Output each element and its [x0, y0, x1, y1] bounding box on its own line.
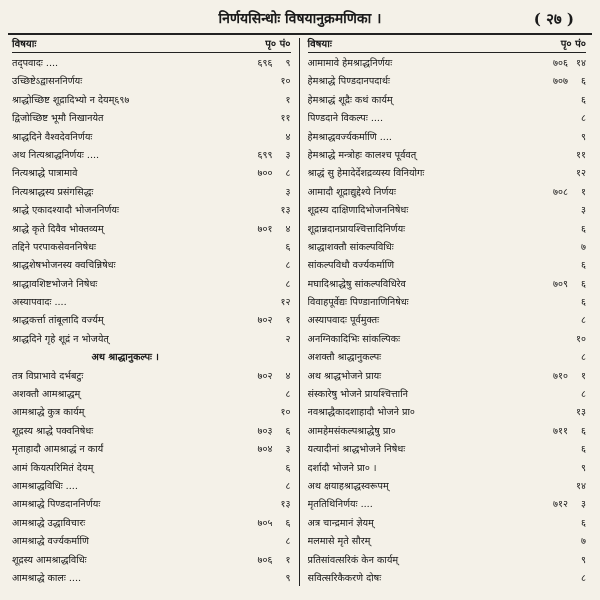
entry-line: ९: [581, 131, 586, 143]
entry-line: १२: [576, 168, 586, 180]
entry-topic: नित्यश्राद्धे पात्रामावे: [12, 168, 78, 180]
index-entry: [12, 92, 291, 110]
index-entry: [308, 110, 587, 128]
entry-topic: मघादिश्राद्धेषु सांकल्पविधिरेव: [307, 278, 406, 290]
entry-line: ६: [285, 517, 291, 529]
entry-line: १४: [576, 58, 586, 69]
entry-topic: श्राद्धकर्त्ता तांबूलादि वर्ज्यम्: [12, 315, 104, 327]
entry-line: १०: [280, 407, 291, 419]
entry-topic: श्राद्धोच्छिष्ट शूद्रादिभ्यो न देयम्६९७: [12, 94, 130, 106]
index-entry: [12, 184, 291, 202]
entry-topic: श्राद्धदिने गृहे शूद्रं न भोजयेत्: [12, 333, 109, 345]
entry-line: ९: [285, 572, 291, 584]
entry-topic: हेमश्राद्धे पिण्डदानपदार्थः: [307, 76, 390, 88]
index-entry: [12, 165, 291, 183]
page-line-heading: पृ० पं०: [560, 39, 586, 50]
entry-topic: हेमश्राद्धे मन्त्रोहः कालश्च पूर्ववत्: [307, 149, 417, 161]
entry-topic: तत्र विप्राभावे दर्भबटुः: [12, 370, 84, 382]
entry-topic: श्राद्धदिने वैश्वदेवनिर्णयः: [12, 131, 93, 143]
entry-line: ८: [285, 278, 291, 290]
entry-topic: हेमश्राद्धं शूद्रैः कथं कार्यम्: [307, 94, 393, 106]
entry-line: १४: [576, 480, 586, 492]
index-entry: [12, 423, 291, 441]
entry-line: १: [581, 186, 586, 198]
index-entry: [308, 55, 587, 73]
index-entry: [308, 570, 587, 588]
page-title: निर्णयसिन्धोः विषयानुक्रमणिका ।: [218, 11, 382, 27]
entry-topic: अशक्तौ श्राद्धानुकल्पः: [307, 352, 382, 364]
entry-line: ८: [581, 352, 586, 364]
entry-line: ८: [581, 113, 586, 125]
index-entry: [308, 129, 587, 147]
right-entries: [308, 55, 587, 588]
entry-topic: यत्यादीनां श्राद्धभोजने निषेधः: [307, 444, 406, 456]
entry-topic: हेमश्राद्धवर्ज्यकर्माणि ....: [307, 131, 392, 143]
entry-line: ८: [285, 260, 291, 272]
entry-line: ७: [581, 241, 586, 253]
index-entry: [12, 110, 291, 128]
right-column: [300, 38, 593, 586]
entry-page: ७०२: [257, 370, 273, 382]
index-entry: [308, 478, 587, 496]
entry-topic: आमामावे हेमश्राद्धनिर्णयः: [307, 58, 393, 69]
entry-line: १०: [280, 76, 291, 88]
entry-topic: अनग्निकादिभिः सांकल्पिकः: [307, 333, 401, 345]
entry-line: १३: [280, 205, 291, 217]
entry-line: ९: [581, 462, 586, 474]
entry-topic: प्रतिसांवत्सरिकं केन कार्यम्: [307, 554, 399, 566]
index-entry: [308, 404, 587, 422]
index-entry: [308, 441, 587, 459]
topic-heading: विषयाः: [12, 39, 37, 50]
index-entry: [308, 368, 587, 386]
index-entry: [12, 129, 291, 147]
index-entry: [12, 331, 291, 349]
entry-topic: अत्र चान्द्रमानं ज्ञेयम्: [307, 517, 374, 529]
entry-line: ३: [285, 149, 291, 161]
entry-line: ८: [285, 536, 291, 548]
page-header: [8, 6, 592, 32]
entry-topic: आमश्राद्धे उद्धाविचारः: [12, 517, 86, 529]
entry-line: १: [581, 370, 586, 382]
section-heading: [12, 349, 291, 367]
entry-line: ६: [285, 425, 291, 437]
entry-topic: श्राद्धावशिष्टभोजने निषेधः: [12, 278, 98, 290]
entry-topic: श्राद्धं सु हेमादेर्देशद्रव्यस्य विनियोगः: [307, 168, 425, 180]
entry-line: ३: [581, 499, 586, 511]
entry-topic: नित्यश्राद्धस्य प्रसंगसिद्धः: [12, 186, 94, 198]
entry-line: १: [285, 554, 291, 566]
entry-line: ६: [285, 241, 291, 253]
topic-heading: विषयाः: [307, 39, 332, 50]
index-entry: [308, 423, 587, 441]
entry-page: ७०६: [257, 554, 273, 566]
entry-topic: आमश्राद्धे कालः ....: [12, 572, 82, 584]
entry-line: ४: [285, 223, 291, 235]
entry-line: ६: [581, 76, 586, 88]
index-entry: [12, 55, 291, 73]
entry-line: १३: [576, 407, 586, 419]
entry-page: ६९९: [257, 149, 273, 161]
entry-line: १२: [280, 297, 291, 309]
entry-line: ६: [581, 94, 586, 106]
entry-topic: नवश्राद्धैकादशाहादौ भोजने प्रा०: [307, 407, 415, 419]
entry-page: ७०७: [553, 76, 568, 88]
entry-topic: अस्यापवादः पूर्वमुक्तः: [307, 315, 380, 327]
index-entry: [308, 331, 587, 349]
index-entry: [12, 496, 291, 514]
entry-line: ११: [280, 113, 291, 125]
entry-line: ६: [581, 223, 586, 235]
index-entry: [12, 441, 291, 459]
right-column-header: [308, 38, 587, 53]
index-entry: [308, 533, 587, 551]
entry-page: ६९६: [257, 58, 273, 69]
left-column: [8, 38, 300, 586]
index-entry: [12, 478, 291, 496]
entry-topic: आमहेमसंकल्पश्राद्धेषु प्रा०: [307, 425, 396, 437]
entry-line: १३: [280, 499, 291, 511]
index-entry: [308, 147, 587, 165]
index-entry: [12, 552, 291, 570]
index-entry: [308, 552, 587, 570]
index-entry: [12, 570, 291, 588]
entry-topic: शूद्रस्य श्राद्धे पक्वनिषेधः: [12, 425, 94, 437]
entry-line: ८: [285, 168, 291, 180]
index-entry: [308, 349, 587, 367]
entry-page: ७११: [553, 425, 568, 437]
index-entry: [12, 147, 291, 165]
entry-topic: तद्दिने परपाकसेवननिषेधः: [12, 241, 96, 253]
index-entry: [308, 165, 587, 183]
index-entry: [12, 386, 291, 404]
entry-line: ४: [285, 131, 291, 143]
entry-page: ७०४: [257, 444, 273, 456]
entry-topic: आमश्राद्धे वर्ज्यकर्माणि: [12, 536, 89, 548]
index-entry: [308, 460, 587, 478]
entry-line: ८: [581, 389, 586, 401]
entry-line: १: [285, 315, 291, 327]
entry-page: ७०८: [553, 186, 568, 198]
entry-line: ८: [285, 389, 291, 401]
entry-topic: आमं कियत्परिमितं देयम्: [12, 462, 94, 474]
index-entry: [308, 202, 587, 220]
entry-topic: तद्पवादः ....: [12, 58, 59, 69]
entry-page: ७०१: [257, 223, 273, 235]
index-entry: [308, 73, 587, 91]
entry-line: ८: [581, 315, 586, 327]
index-entry: [12, 312, 291, 330]
entry-line: ८: [285, 480, 291, 492]
entry-topic: श्राद्धे एकादश्यादौ भोजननिर्णयः: [12, 205, 119, 217]
entry-line: ६: [581, 517, 586, 529]
index-entry: [12, 515, 291, 533]
entry-page: ७१२: [553, 499, 568, 511]
index-entry: [12, 294, 291, 312]
page-line-heading: पृ० पं०: [265, 39, 291, 50]
entry-topic: सांकल्पविधौ वर्ज्यकर्माणि: [307, 260, 395, 272]
index-entry: [12, 368, 291, 386]
index-entry: [12, 460, 291, 478]
entry-topic: शूद्रान्नदानप्रायश्चित्तादिनिर्णयः: [307, 223, 406, 235]
entry-topic: शूद्रस्य दाक्षिणादिभोजननिषेधः: [307, 205, 409, 217]
entry-line: १: [285, 94, 291, 106]
index-entry: [12, 276, 291, 294]
index-entry: [12, 221, 291, 239]
entry-line: ४: [285, 370, 291, 382]
index-entry: [12, 239, 291, 257]
entry-topic: अथ क्षयाहश्राद्धस्वरूपम्: [307, 480, 389, 492]
entry-topic: द्विजोच्छिष्ट भूमौ निखानयेत: [12, 113, 104, 125]
entry-topic: श्राद्धशेषभोजनस्य क्वचिन्निषेधः: [12, 260, 116, 272]
entry-topic: मलमासे मृते सौरम्: [307, 536, 371, 548]
header-rule: [8, 33, 592, 35]
entry-topic: अशक्तौ आमश्राद्धम्: [12, 389, 81, 401]
index-entry: [308, 496, 587, 514]
left-entries: [12, 55, 291, 588]
entry-topic: उच्छिष्टेऽद्वासननिर्णयः: [12, 76, 83, 88]
index-entry: [12, 404, 291, 422]
entry-page: ७०९: [553, 278, 568, 290]
index-entry: [308, 515, 587, 533]
index-entry: [308, 294, 587, 312]
entry-line: ३: [581, 205, 586, 217]
index-entry: [12, 257, 291, 275]
entry-topic: अथ श्राद्धभोजने प्रायः: [307, 370, 382, 382]
entry-topic: आमश्राद्धे पिण्डदाननिर्णयः: [12, 499, 101, 511]
entry-topic: शूद्रस्य आमश्राद्धविधिः: [12, 554, 87, 566]
entry-line: ९: [581, 554, 586, 566]
entry-topic: मृताहादौ आमश्राद्धं न कार्यं: [12, 444, 104, 456]
entry-line: २: [285, 333, 291, 345]
entry-topic: श्राद्धे कृते दिवैव भोक्तव्यम्: [12, 223, 104, 235]
index-entry: [12, 202, 291, 220]
entry-page: ७०३: [257, 425, 273, 437]
entry-line: ६: [581, 425, 586, 437]
left-column-header: [12, 38, 291, 53]
index-entry: [308, 221, 587, 239]
entry-topic: श्राद्धाशक्तौ सांकल्पविधिः: [307, 241, 394, 253]
index-entry: [308, 312, 587, 330]
entry-line: ६: [581, 444, 586, 456]
index-entry: [308, 257, 587, 275]
entry-topic: पिण्डदाने विकल्पः ....: [307, 113, 384, 125]
entry-line: ८: [581, 572, 586, 584]
entry-topic: विवाहपूर्वेद्यः पिण्डानाणिनिषेधः: [307, 297, 409, 309]
entry-line: ११: [576, 149, 586, 161]
entry-line: ३: [285, 186, 291, 198]
entry-topic: मृततिथिनिर्णयः ....: [307, 499, 373, 511]
entry-topic: संस्कारेषु भोजने प्रायश्चित्तानि: [307, 389, 408, 401]
page-number: ( २७ ): [533, 10, 574, 28]
index-entry: [308, 386, 587, 404]
entry-topic: अथ श्राद्धानुकल्पः ।: [91, 352, 159, 364]
entry-topic: दर्शादौ भोजने प्रा० ।: [307, 462, 377, 474]
entry-topic: आमश्राद्धविधिः ....: [12, 480, 78, 492]
index-entry: [308, 184, 587, 202]
entry-line: ६: [285, 462, 291, 474]
index-entry: [12, 73, 291, 91]
entry-line: १०: [576, 333, 586, 345]
entry-line: ९: [285, 58, 291, 69]
entry-topic: अस्यापवादः ....: [12, 297, 67, 309]
entry-line: ७: [581, 536, 586, 548]
entry-topic: अथ नित्यश्राद्धनिर्णयः ....: [12, 149, 100, 161]
entry-topic: सवित्सरिकैकरणे दोषः: [307, 572, 382, 584]
index-columns: [8, 38, 592, 586]
index-entry: [308, 239, 587, 257]
entry-topic: आमश्राद्धे कुत्र कार्यम्: [12, 407, 85, 419]
index-entry: [308, 92, 587, 110]
entry-topic: आमादौ शूद्राद्युद्देश्ये निर्णयः: [307, 186, 396, 198]
entry-page: ७०६: [553, 58, 568, 69]
entry-line: ६: [581, 260, 586, 272]
entry-page: ७००: [257, 168, 273, 180]
entry-page: ७०५: [257, 517, 273, 529]
entry-line: ६: [581, 297, 586, 309]
index-entry: [12, 533, 291, 551]
entry-line: ३: [285, 444, 291, 456]
entry-page: ७१०: [553, 370, 568, 382]
index-entry: [308, 276, 587, 294]
entry-page: ७०२: [257, 315, 273, 327]
entry-line: ६: [581, 278, 586, 290]
